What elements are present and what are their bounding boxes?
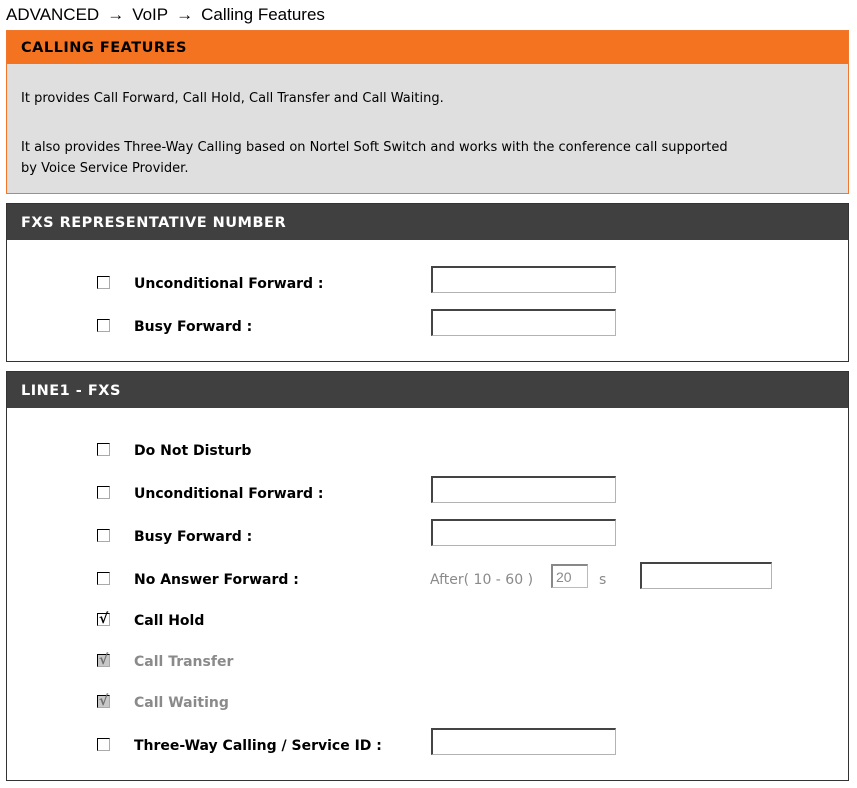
call-transfer-checkbox[interactable]: √ bbox=[98, 652, 109, 668]
line1-unconditional-forward-checkbox[interactable] bbox=[97, 486, 110, 499]
intro-line-1: It provides Call Forward, Call Hold, Call Transfer and Call Waiting. bbox=[21, 91, 444, 106]
call-waiting-label: Call Waiting bbox=[134, 695, 229, 711]
call-hold-label: Call Hold bbox=[134, 613, 205, 629]
three-way-service-id-input[interactable] bbox=[431, 728, 616, 755]
no-answer-forward-input[interactable] bbox=[640, 562, 772, 589]
call-transfer-label: Call Transfer bbox=[134, 654, 234, 670]
dnd-label: Do Not Disturb bbox=[134, 443, 252, 459]
call-hold-checkbox[interactable]: √ bbox=[98, 611, 109, 627]
line1-unconditional-forward-label: Unconditional Forward : bbox=[134, 486, 324, 502]
fxs-representative-title: FXS REPRESENTATIVE NUMBER bbox=[7, 204, 848, 240]
call-waiting-checkbox[interactable]: √ bbox=[98, 693, 109, 709]
line1-unconditional-forward-input[interactable] bbox=[431, 476, 616, 503]
line1-busy-forward-checkbox[interactable] bbox=[97, 529, 110, 542]
intro-line-2a: It also provides Three-Way Calling based on Nortel Soft Switch and works with the conference call supported bbox=[21, 140, 728, 155]
intro-line-2b: by Voice Service Provider. bbox=[21, 161, 189, 176]
breadcrumb-separator: → bbox=[176, 5, 194, 24]
no-answer-seconds-input[interactable] bbox=[551, 564, 588, 588]
breadcrumb-voip[interactable]: VoIP bbox=[132, 5, 169, 24]
fxs-unconditional-forward-label: Unconditional Forward : bbox=[134, 276, 324, 292]
fxs-busy-forward-label: Busy Forward : bbox=[134, 319, 253, 335]
calling-features-info-panel bbox=[6, 30, 849, 194]
fxs-unconditional-forward-input[interactable] bbox=[431, 266, 616, 293]
breadcrumb-calling-features: Calling Features bbox=[201, 5, 325, 24]
breadcrumb-advanced[interactable]: ADVANCED bbox=[6, 5, 100, 24]
no-answer-forward-checkbox[interactable] bbox=[97, 572, 110, 585]
line1-busy-forward-label: Busy Forward : bbox=[134, 529, 253, 545]
three-way-calling-checkbox[interactable] bbox=[97, 738, 110, 751]
line1-busy-forward-input[interactable] bbox=[431, 519, 616, 546]
dnd-checkbox[interactable] bbox=[97, 443, 110, 456]
line1-fxs-panel bbox=[6, 371, 849, 781]
breadcrumb bbox=[6, 5, 325, 25]
no-answer-forward-label: No Answer Forward : bbox=[134, 572, 299, 588]
calling-features-title: CALLING FEATURES bbox=[7, 31, 848, 64]
line1-fxs-title: LINE1 - FXS bbox=[7, 372, 848, 408]
breadcrumb-separator: → bbox=[107, 5, 125, 24]
no-answer-after-label: After( 10 - 60 ) bbox=[430, 572, 534, 588]
fxs-representative-panel bbox=[6, 203, 849, 362]
fxs-busy-forward-checkbox[interactable] bbox=[97, 319, 110, 332]
three-way-calling-label: Three-Way Calling / Service ID : bbox=[134, 738, 382, 754]
fxs-unconditional-forward-checkbox[interactable] bbox=[97, 276, 110, 289]
seconds-unit: s bbox=[599, 572, 607, 588]
fxs-busy-forward-input[interactable] bbox=[431, 309, 616, 336]
